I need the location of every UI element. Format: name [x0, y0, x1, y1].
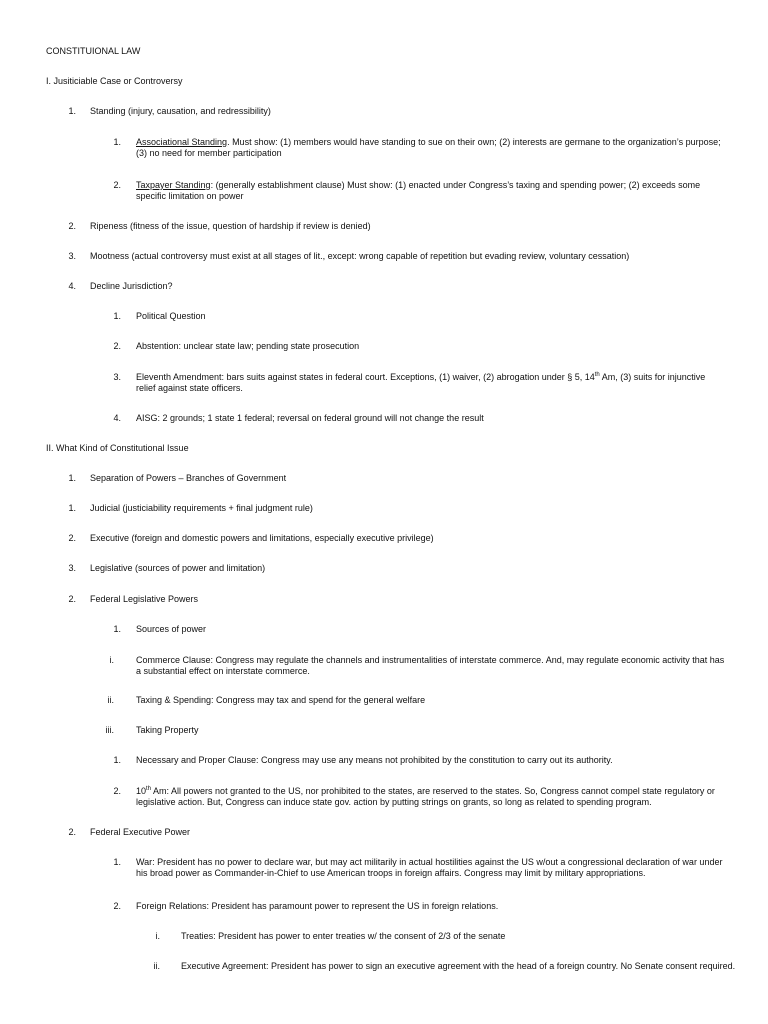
item-text: : (generally establishment clause) Must show: (1) enacted under Congress’s taxing and spending power; (2) exceeds some specific limitation on power [136, 180, 701, 201]
list-number: 2. [68, 594, 76, 604]
list-number: 2. [68, 221, 76, 231]
list-number: 4. [68, 281, 76, 291]
list-item-standing: Standing (injury, causation, and redressibility) [90, 106, 271, 116]
item-text: 10 [136, 786, 147, 796]
list-number: 1. [68, 106, 76, 116]
list-number: i. [109, 655, 114, 665]
list-item-federal-executive-power: Federal Executive Power [90, 827, 191, 837]
list-number: 2. [68, 533, 76, 543]
list-number: 1. [113, 137, 121, 147]
list-item-executive: Executive (foreign and domestic powers and limitations, especially executive privilege) [90, 533, 434, 543]
list-number: iii. [105, 725, 114, 735]
list-item-federal-legislative-powers: Federal Legislative Powers [90, 594, 199, 604]
item-text: Am: All powers not granted to the US, nor prohibited to the states, are reserved to the states. So, Congress cannot compel state regulatory or legislative action. But, Congress can induce state gov. action by putting strings on grants, so long as related to spending program. [136, 786, 715, 807]
list-number: 3. [113, 372, 121, 382]
list-number: 1. [113, 311, 121, 321]
item-text: . Must show: (1) members would have standing to sue on their own; (2) interests are germane to the organization’s purpose; (3) no need for member participation [136, 137, 721, 158]
list-item-tenth-amendment [136, 786, 726, 808]
list-item-separation-of-powers: Separation of Powers – Branches of Government [90, 473, 287, 483]
list-number: 1. [68, 503, 76, 513]
list-item-legislative: Legislative (sources of power and limitation) [90, 563, 266, 573]
item-text: Eleventh Amendment: bars suits against states in federal court. Exceptions, (1) waiver, (2) abrogation under § 5, 14 [136, 372, 595, 382]
term-taxpayer-standing: Taxpayer Standing [136, 180, 211, 190]
list-item-executive-agreement: Executive Agreement: President has power to sign an executive agreement with the head of a foreign country. No Senate consent required. [181, 961, 736, 971]
list-item-taxing-spending: Taxing & Spending: Congress may tax and spend for the general welfare [136, 695, 426, 705]
list-number: 1. [113, 857, 121, 867]
list-item-mootness: Mootness (actual controversy must exist at all stages of lit., except: wrong capable of repetition but evading review, voluntary cessation) [90, 251, 630, 261]
section-heading-1: I. Jusiticiable Case or Controversy [46, 76, 183, 86]
list-number: 1. [113, 624, 121, 634]
list-item-necessary-proper: Necessary and Proper Clause: Congress may use any means not prohibited by the constitution to carry out its authority. [136, 755, 613, 765]
list-number: ii. [107, 695, 114, 705]
list-number: i. [155, 931, 160, 941]
list-item-judicial: Judicial (justiciability requirements + final judgment rule) [90, 503, 313, 513]
list-item-abstention: Abstention: unclear state law; pending state prosecution [136, 341, 360, 351]
list-item-eleventh-amendment [136, 372, 726, 394]
list-number: 3. [68, 563, 76, 573]
list-item-taxpayer-standing [136, 180, 726, 202]
list-number: 2. [113, 180, 121, 190]
section-heading-2: II. What Kind of Constitutional Issue [46, 443, 189, 453]
list-item-sources-of-power: Sources of power [136, 624, 207, 634]
list-item-foreign-relations: Foreign Relations: President has paramount power to represent the US in foreign relations. [136, 901, 499, 911]
list-number: 4. [113, 413, 121, 423]
list-item-decline-jurisdiction: Decline Jurisdiction? [90, 281, 173, 291]
list-item-taking-property: Taking Property [136, 725, 199, 735]
list-number: 1. [113, 755, 121, 765]
term-associational-standing: Associational Standing [136, 137, 228, 147]
list-item-war: War: President has no power to declare war, but may act militarily in actual hostilities against the US w/out a congressional declaration of war under his broad power as Commander-in-Chief to use American troops in foreign affairs. Congress may limit by military appropriations. [136, 857, 723, 878]
document-title: CONSTITUIONAL LAW [46, 46, 141, 56]
list-number: 3. [68, 251, 76, 261]
list-number: 2. [113, 901, 121, 911]
list-number: 2. [113, 341, 121, 351]
list-item-aisg: AISG: 2 grounds; 1 state 1 federal; reversal on federal ground will not change the result [136, 413, 484, 423]
list-item-treaties: Treaties: President has power to enter treaties w/ the consent of 2/3 of the senate [181, 931, 506, 941]
list-item-ripeness: Ripeness (fitness of the issue, question of hardship if review is denied) [90, 221, 371, 231]
superscript: th [594, 372, 600, 378]
list-number: 1. [68, 473, 76, 483]
superscript: th [146, 786, 152, 792]
list-number: ii. [153, 961, 160, 971]
list-number: 2. [68, 827, 76, 837]
list-item-political-question: Political Question [136, 311, 206, 321]
item-text: Am, (3) suits for injunctive relief against state officers. [136, 372, 706, 393]
list-item-commerce-clause: Commerce Clause: Congress may regulate the channels and instrumentalities of interstate commerce. And, may regulate economic activity that has a substantial effect on interstate commerce. [136, 655, 725, 676]
list-item-associational-standing [136, 137, 726, 159]
list-number: 2. [113, 786, 121, 796]
